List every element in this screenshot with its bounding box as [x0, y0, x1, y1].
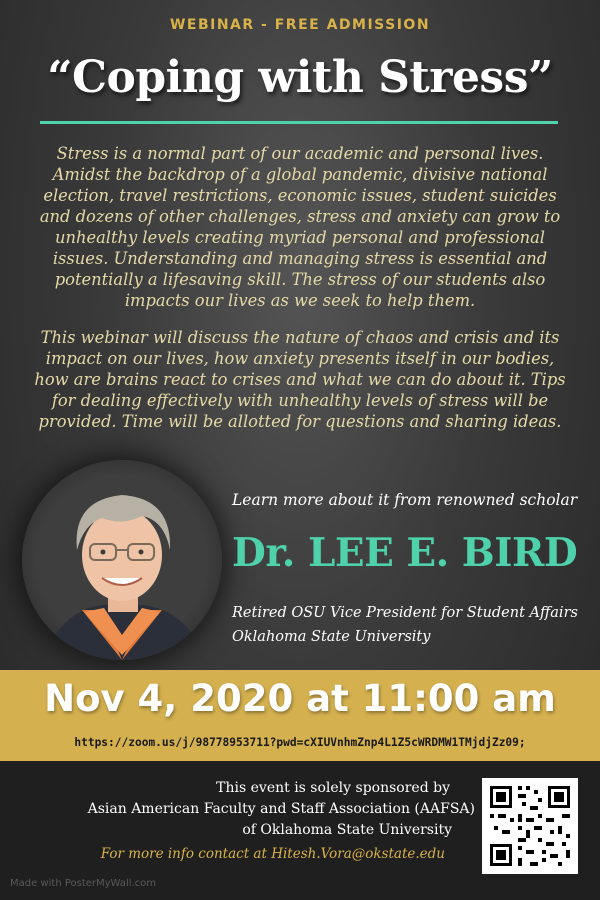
- description-paragraph-2: This webinar will discuss the nature of chaos and crisis and its impact on our lives, how anxiety presents itself in our bodies, how are brains react to crises and what we can do about it. Tips for dealing effectively with unhealthy levels of stress will be provided. Time will be allotted for questions and sharing ideas.: [34, 328, 566, 431]
- watermark: Made with PosterMyWall.com: [10, 878, 157, 889]
- description-paragraph-1: Stress is a normal part of our academic and personal lives. Amidst the backdrop of a global pandemic, divisive national election, travel restrictions, economic issues, student suicides and dozens of other challenges, stress and anxiety can grow to unhealthy levels creating myriad personal and professional issues. Understanding and managing stress is essential and potentially a lifesaving skill. The stress of our students also impacts our lives as we seek to help them.: [39, 144, 561, 310]
- speaker-institution: Oklahoma State University: [232, 629, 431, 645]
- qr-code-graphic: [482, 778, 578, 874]
- sponsor-line-3: of Oklahoma State University: [242, 822, 452, 838]
- contact-info[interactable]: For more info contact at Hitesh.Vora@okstate.edu: [100, 846, 445, 862]
- event-date-time: Nov 4, 2020 at 11:00 am: [44, 677, 556, 720]
- title-underline: [40, 121, 558, 124]
- speaker-portrait: [22, 460, 222, 660]
- speaker-role: Retired OSU Vice President for Student Affairs: [232, 605, 578, 621]
- speaker-intro: Learn more about it from renowned scholar: [232, 491, 578, 509]
- zoom-link[interactable]: https://zoom.us/j/98778953711?pwd=cXIUVnhmZnp4L1Z5cWRDMW1TMjdjZz09;: [74, 736, 526, 749]
- speaker-photo-illustration: [22, 460, 222, 660]
- speaker-name: Dr. LEE E. BIRD: [232, 530, 578, 576]
- page-title: “Coping with Stress”: [47, 52, 553, 103]
- webinar-label: WEBINAR - FREE ADMISSION: [169, 17, 431, 33]
- sponsor-line-2: Asian American Faculty and Staff Association (AAFSA): [87, 801, 475, 817]
- sponsor-line-1: This event is solely sponsored by: [216, 780, 450, 796]
- qr-code-icon[interactable]: [482, 778, 578, 874]
